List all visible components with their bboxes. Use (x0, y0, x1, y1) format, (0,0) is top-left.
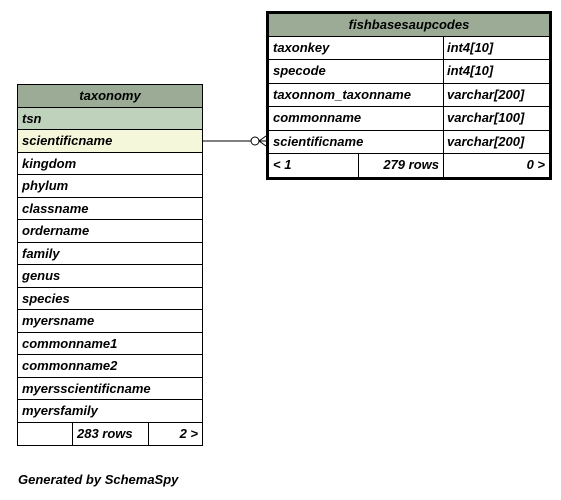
fishbase-footer-right[interactable]: 0 > (526, 157, 545, 172)
fishbase-column-name: taxonnom_taxonname (269, 84, 444, 107)
taxonomy-table-title[interactable]: taxonomy (18, 85, 202, 108)
taxonomy-footer-right[interactable]: 2 > (179, 425, 198, 441)
fishbase-column-row[interactable] (269, 131, 549, 155)
taxonomy-column-row[interactable]: species (18, 288, 202, 311)
fishbase-column-type: int4[10] (447, 39, 494, 55)
crow-foot-icon-lower (259, 141, 266, 146)
zero-cardinality-icon (251, 137, 259, 145)
fishbase-column-name: taxonkey (269, 37, 444, 60)
fishbase-table-footer (269, 154, 549, 177)
fishbase-column-name: specode (269, 60, 444, 83)
fishbase-column-type: int4[10] (447, 63, 494, 78)
taxonomy-column-row[interactable]: tsn (18, 108, 202, 131)
taxonomy-column-row[interactable]: commonname1 (18, 333, 202, 356)
taxonomy-column-row[interactable]: ordername (18, 220, 202, 243)
taxonomy-column-row[interactable]: kingdom (18, 153, 202, 176)
fishbase-column-row[interactable] (269, 60, 549, 84)
taxonomy-column-row[interactable]: phylum (18, 175, 202, 198)
taxonomy-column-row[interactable]: myersfamily (18, 400, 202, 423)
taxonomy-column-row[interactable]: scientificname (18, 130, 202, 153)
fishbase-column-name: scientificname (269, 131, 444, 154)
taxonomy-column-row[interactable]: genus (18, 265, 202, 288)
fishbase-row-count: 279 rows (359, 154, 444, 177)
crow-foot-icon-upper (259, 136, 266, 141)
fishbase-column-type: varchar[200] (447, 133, 525, 149)
taxonomy-column-row[interactable]: myersname (18, 310, 202, 333)
fishbasesaupcodes-table[interactable] (266, 11, 552, 180)
fishbase-column-type: varchar[200] (447, 86, 525, 102)
fishbase-column-row[interactable] (269, 84, 549, 108)
taxonomy-footer-left (18, 423, 73, 446)
generated-by-note: Generated by SchemaSpy (18, 472, 179, 487)
fishbase-column-type: varchar[100] (447, 110, 525, 125)
taxonomy-column-row[interactable]: myersscientificname (18, 378, 202, 401)
fishbase-footer-left[interactable]: < 1 (269, 154, 359, 177)
taxonomy-table-footer (18, 423, 202, 446)
fishbase-column-name: commonname (269, 107, 444, 130)
taxonomy-column-row[interactable]: classname (18, 198, 202, 221)
taxonomy-column-row[interactable]: family (18, 243, 202, 266)
fishbasesaupcodes-table-title[interactable]: fishbasesaupcodes (269, 14, 549, 37)
taxonomy-column-row[interactable]: commonname2 (18, 355, 202, 378)
taxonomy-row-count: 283 rows (73, 423, 149, 446)
fishbase-column-row[interactable] (269, 107, 549, 131)
fishbase-column-row[interactable] (269, 37, 549, 61)
taxonomy-table[interactable] (17, 84, 203, 446)
